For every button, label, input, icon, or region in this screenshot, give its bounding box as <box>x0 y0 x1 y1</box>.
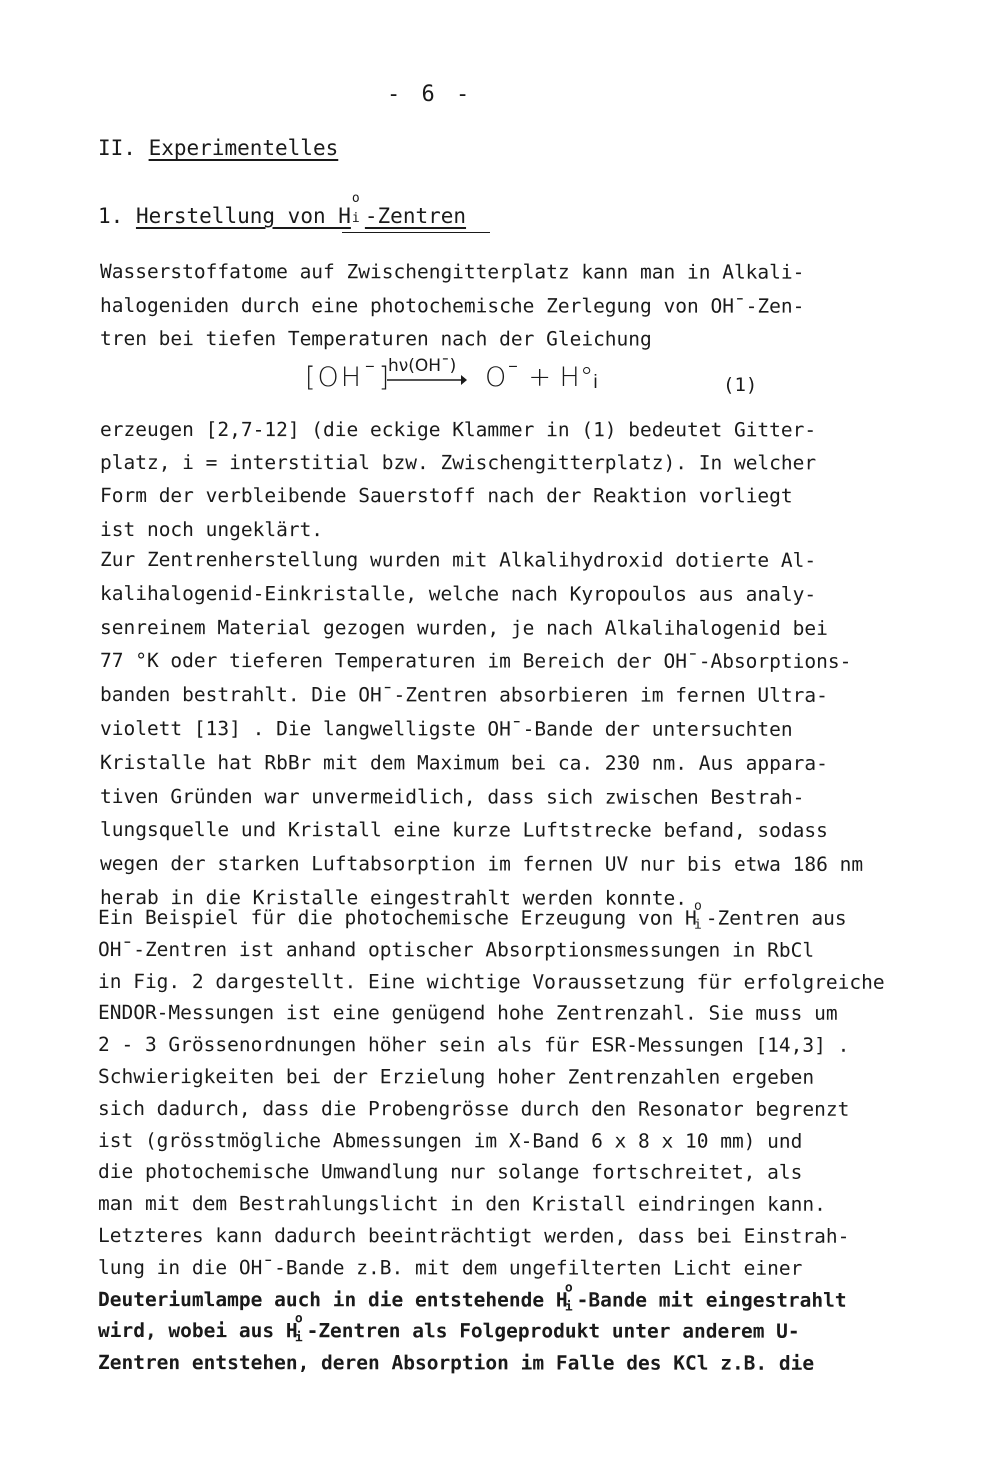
text-line: violett [13] . Die langwelligste OH¯-Bande der untersuchten <box>99 717 793 741</box>
subsection-number: 1. <box>98 204 124 228</box>
text-line: ENDOR-Messungen ist eine genügend hohe Zentrenzahl. Sie muss um <box>97 1001 838 1026</box>
section-heading <box>98 138 338 159</box>
text-line: tren bei tiefen Temperaturen nach der Gleichung <box>99 327 652 351</box>
text-line: banden bestrahlt. Die OH¯-Zentren absorbieren im fernen Ultra- <box>99 683 828 708</box>
text-line: 2 - 3 Grössenordnungen höher sein als für ESR-Messungen [14,3] . <box>97 1033 850 1057</box>
subsection-title-prefix: Herstellung von H <box>135 204 351 228</box>
text-line: in Fig. 2 dargestellt. Eine wichtige Voraussetzung für erfolgreiche <box>97 969 885 994</box>
text-line: tiven Gründen war unvermeidlich, dass sich zwischen Bestrah- <box>99 784 805 809</box>
text-line: ist (grösstmögliche Abmessungen im X-Band 6 x 8 x 10 mm) und <box>97 1128 803 1153</box>
section-title: Experimentelles <box>148 136 339 160</box>
text-line: OH¯-Zentren ist anhand optischer Absorptionsmessungen in RbCl <box>97 937 815 962</box>
subsection-underline <box>342 232 490 233</box>
text-line: wird, wobei aus H o i -Zentren als Folgeprodukt unter anderem U- <box>97 1311 800 1346</box>
text-line: man mit dem Bestrahlungslicht in den Kristall eindringen kann. <box>97 1192 826 1216</box>
h-interstitial-symbol: H o i <box>285 1311 303 1346</box>
equation-lhs: [OH¯] <box>305 362 392 393</box>
text-line: Form der verbleibende Sauerstoff nach der Reaktion vorliegt <box>99 484 793 508</box>
subsection-heading <box>98 191 467 228</box>
equation-number: (1) <box>723 374 758 396</box>
text-line: platz, i = interstitial bzw. Zwischengitterplatz). In welcher <box>99 451 817 475</box>
subsection-title-suffix: -Zentren <box>364 204 467 228</box>
text-line: senreinem Material gezogen wurden, je nach Alkalihalogenid bei <box>99 615 828 640</box>
text-line: Kristalle hat RbBr mit dem Maximum bei ca. 230 nm. Aus appara- <box>99 750 828 775</box>
text-line: herab in die Kristalle eingestrahlt werden konnte. <box>99 886 688 910</box>
h-interstitial-symbol: H o i <box>684 898 702 933</box>
text-line: Schwierigkeiten bei der Erzielung hoher Zentrenzahlen ergeben <box>97 1065 815 1089</box>
text-line: ist noch ungeklärt. <box>99 517 324 541</box>
text-line: Zur Zentrenherstellung wurden mit Alkalihydroxid dotierte Al- <box>99 548 817 572</box>
text-line: Wasserstoffatome auf Zwischengitterplatz kann man in Alkali- <box>99 260 805 284</box>
text-line: 77 °K oder tieferen Temperaturen im Bereich der OH¯-Absorptions- <box>99 649 852 674</box>
reaction-arrow-icon <box>387 374 467 386</box>
text-line: Zentren entstehen, deren Absorption im Falle des KCl z.B. die <box>97 1351 815 1375</box>
subsection-title-scripts: o i <box>351 191 360 226</box>
text-line: halogeniden durch eine photochemische Zerlegung von OH¯-Zen- <box>99 293 805 318</box>
text-line: lung in die OH¯-Bande z.B. mit dem ungefilterten Licht einer <box>97 1255 803 1280</box>
text-line: die photochemische Umwandlung nur solange fortschreitet, als <box>97 1160 803 1185</box>
equation-over-arrow: hν(OH¯) <box>388 356 457 376</box>
text-line: lungsquelle und Kristall eine kurze Luftstrecke befand, sodass <box>99 818 828 843</box>
text-line: sich dadurch, dass die Probengrösse durch den Resonator begrenzt <box>97 1096 850 1121</box>
equation-rhs: O¯ + H°ᵢ <box>485 362 598 393</box>
h-interstitial-symbol: H o i <box>555 1280 573 1315</box>
page-number: - 6 - <box>387 82 474 107</box>
section-number: II. <box>98 136 136 160</box>
text-line: Deuteriumlampe auch in die entstehende H o i -Bande mit eingestrahlt <box>97 1280 847 1315</box>
text-line: wegen der starken Luftabsorption im fernen UV nur bis etwa 186 nm <box>99 852 864 877</box>
text-line: kalihalogenid-Einkristalle, welche nach Kyropoulos aus analy- <box>99 581 817 606</box>
equation-1 <box>305 356 775 406</box>
text-line: erzeugen [2,7-12] (die eckige Klammer in (1) bedeutet Gitter- <box>99 418 817 442</box>
text-line: Letzteres kann dadurch beeinträchtigt werden, dass bei Einstrah- <box>97 1224 850 1248</box>
text-line: Ein Beispiel für die photochemische Erzeugung von H o i -Zentren aus <box>97 898 847 933</box>
